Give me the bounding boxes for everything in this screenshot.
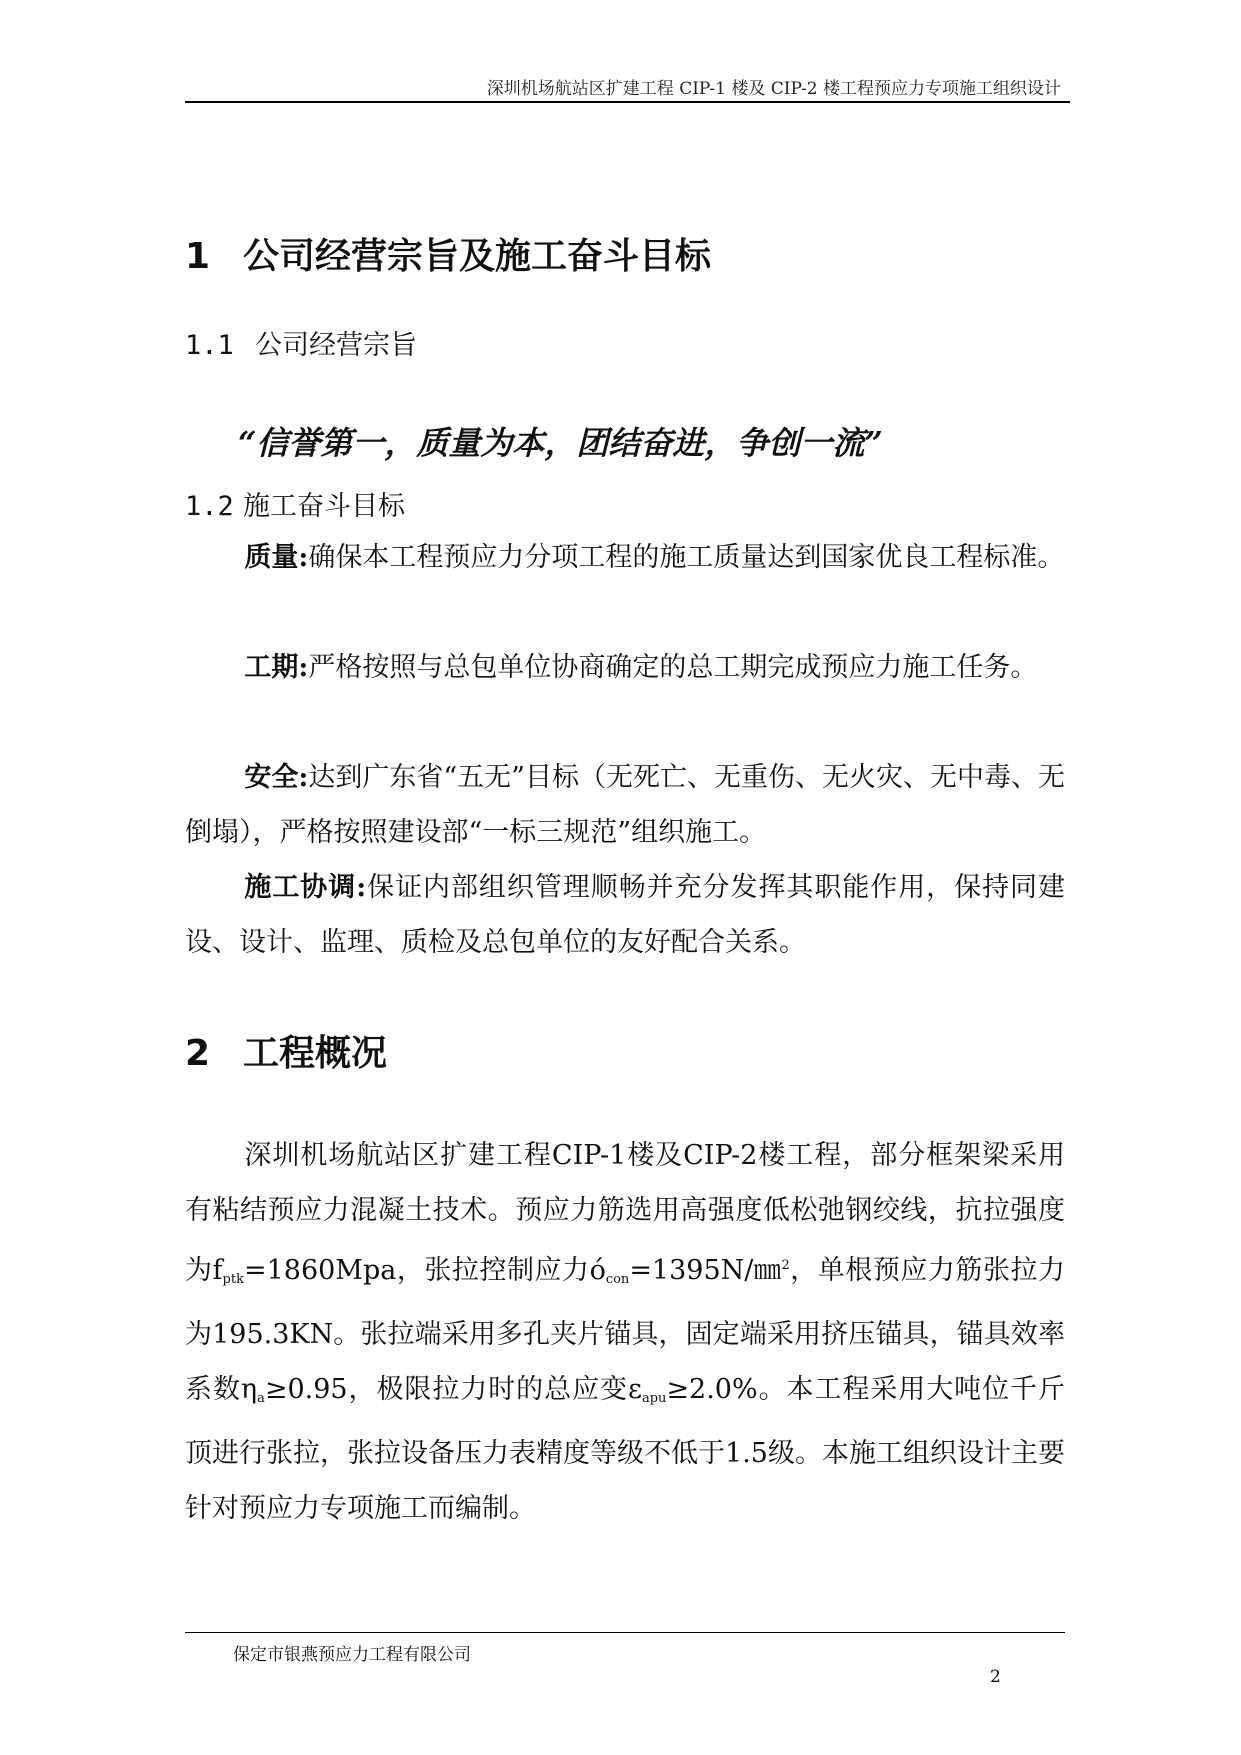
subsection-1-2-title: 施工奋斗目标 [243,491,405,522]
goal-text: 确保本工程预应力分项工程的施工质量达到国家优良工程标准。 [308,542,1065,573]
header-rule [185,101,1070,103]
overview-text-4: ，单根预应力筋张拉力为195.3KN。张拉端采用多孔夹片锚具，固定端采用挤压锚具，锚具效率系数η [185,1255,1066,1405]
goal-text: 达到广东省“五无”目标（无死亡、无重伤、无火灾、无中毒、无倒塌），严格按照建设部“一标三规范”组织施工。 [185,762,1065,848]
subscript-ptk: ptk [222,1272,244,1287]
running-header: 深圳机场航站区扩建工程 CIP-1 楼及 CIP-2 楼工程预应力专项施工组织设计 [486,79,1061,99]
section-1-number: 1 [185,236,211,277]
overview-text-6: ≥2.0%。本工程采用大吨位千斤顶进行张拉，张拉设备压力表精度等级不低于1.5级。本施工组织设计主要针对预应力专项施工而编制。 [185,1374,1065,1524]
subscript-apu: apu [641,1391,667,1406]
company-motto: “信誉第一，质量为本，团结奋进，争创一流” [238,424,883,462]
section-2-title: 工程概况 [243,1033,388,1074]
overview-text-1: 深圳机场航站区扩建工程CIP-1楼及CIP-2楼工程，部分框架梁采用有粘结预应力混凝土技术。预应力筋选用高强度低松弛钢绞线，抗拉强度为f [185,1140,1065,1286]
goal-text: 严格按照与总包单位协商确定的总工期完成预应力施工任务。 [308,652,1038,683]
subsection-1-1-title: 公司经营宗旨 [255,330,417,361]
goal-text: 保证内部组织管理顺畅并充分发挥其职能作用，保持同建设、设计、监理、质检及总包单位的友好配合关系。 [185,872,1065,958]
subscript-a: a [257,1391,265,1406]
superscript-2: 2 [781,1258,790,1273]
section-2-heading [185,1025,387,1076]
goal-label: 工期: [244,652,309,683]
footer-rule [185,1632,1065,1633]
overview-text-2: =1860Mpa，张拉控制应力ó [243,1255,606,1286]
section-1-title: 公司经营宗旨及施工奋斗目标 [243,236,712,277]
overview-text-5: ≥0.95，极限拉力时的总应变ε [264,1374,642,1405]
subsection-1-2-number: 1.2 [185,491,234,522]
project-overview-paragraph [185,1128,1065,1536]
subsection-1-1-number: 1.1 [185,330,234,361]
goal-safety [185,750,1065,860]
goal-label: 施工协调: [244,872,367,903]
goal-coordination [185,860,1065,970]
goal-label: 安全: [244,762,309,793]
subsection-1-1-heading [185,323,417,362]
footer-company: 保定市银燕预应力工程有限公司 [233,1645,471,1665]
goal-quality [185,530,1065,585]
section-2-number: 2 [185,1033,211,1074]
subscript-con: con [605,1272,630,1287]
goal-schedule [185,640,1065,695]
section-1-heading [185,228,711,279]
subsection-1-2-heading [185,484,405,523]
overview-text-3: =1395N/㎜ [629,1255,782,1286]
page-number: 2 [990,1667,1001,1687]
goal-label: 质量: [244,542,309,573]
